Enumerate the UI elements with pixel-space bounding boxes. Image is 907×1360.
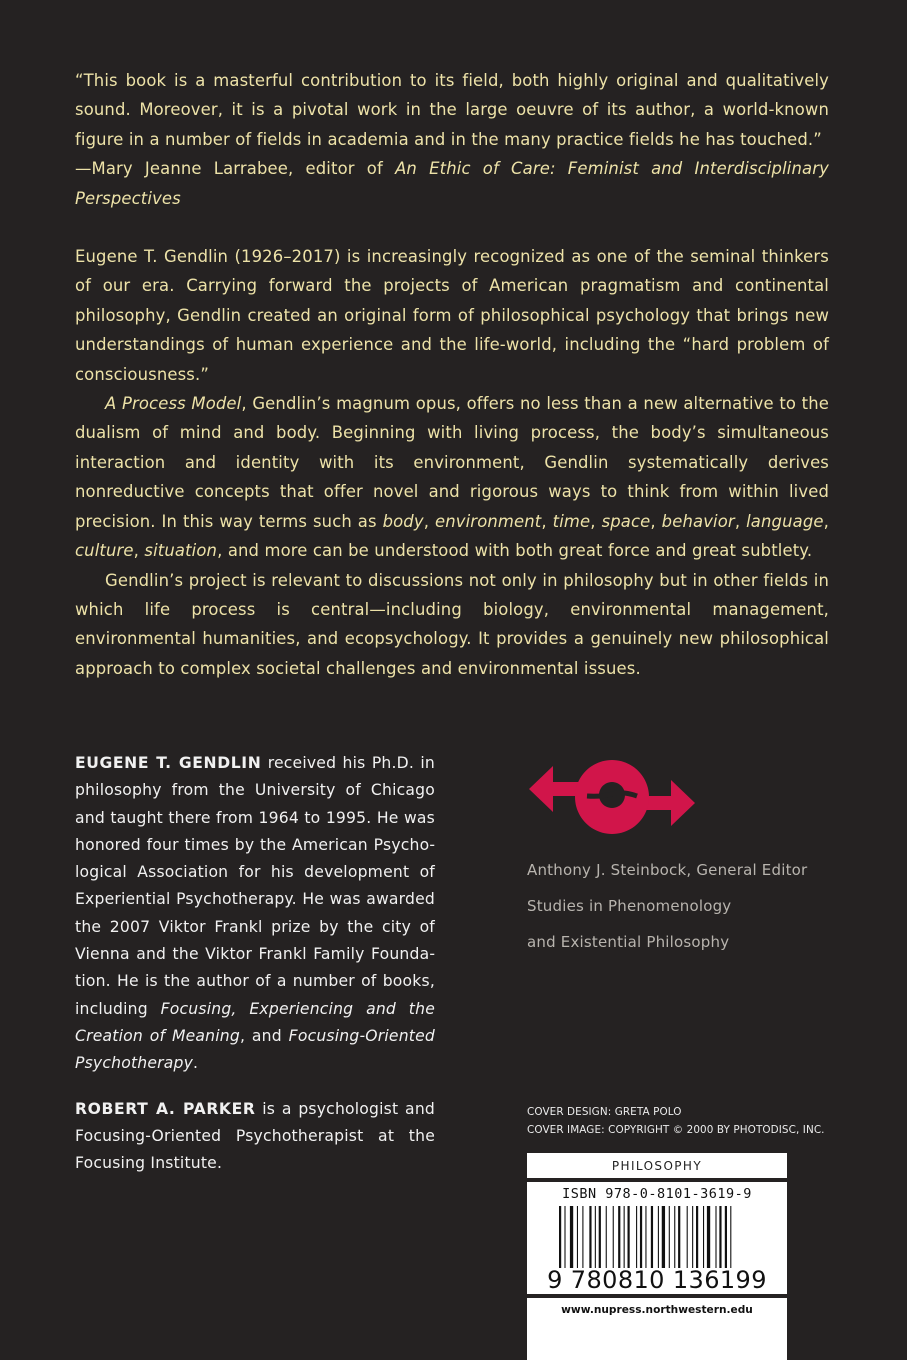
description-paragraph-3: Gendlin’s project is relevant to discussions not only in philosophy but in other fields in which life process is central—including biology, environmental management, environmental humanities, and ecopsychology. It provides a genuinely new philosophical approach to complex societal challenges and environmental issues. xyxy=(75,570,829,678)
editor-name: ROBERT A. PARKER xyxy=(75,1099,256,1118)
cover-image-credit: COVER IMAGE: COPYRIGHT © 2000 BY PHOTODISC, INC. xyxy=(527,1124,825,1136)
author-bios xyxy=(75,750,435,1177)
isbn-barcode-block xyxy=(527,1182,787,1294)
cover-design-credit: COVER DESIGN: GRETA POLO xyxy=(527,1106,682,1118)
series-name-line2: and Existential Philosophy xyxy=(527,933,730,951)
barcode-icon xyxy=(559,1206,755,1268)
editor-bio: ROBERT A. PARKER is a psychologist and Focusing-Oriented Psychotherapist at the Focusing Institute. xyxy=(75,1099,435,1173)
series-name-line1: Studies in Phenomenology xyxy=(527,897,732,915)
back-cover-blurb xyxy=(75,66,829,683)
category-label: PHILOSOPHY xyxy=(527,1153,787,1178)
endorsement-quote: “This book is a masterful contribution to its field, both highly original and qualitatively sound. Moreover, it is a pivotal work in the large oeuvre of its author, a world-known figure in a number of fields in academia and in the many practice fields he has touched.” —Mary Jeanne Larrabee, editor of An Ethic of Care: Feminist and Interdisciplinary Perspectives xyxy=(75,71,829,208)
cover-credits xyxy=(527,1103,847,1139)
barcode-digits: 9 780810 136199 xyxy=(547,1266,767,1294)
description-paragraph-2: A Process Model, Gendlin’s magnum opus, offers no less than a new alternative to the dualism of mind and body. Beginning with living process, the body’s simultaneous interaction and identity with its environment, Gendlin systematically derives nonreductive concepts that offer novel and rigorous ways to think from within lived precision. In this way terms such as body, environment, time, space, behavior, language, culture, situation, and more can be understood with both great force and great subtlety. xyxy=(75,394,830,561)
author-bio: EUGENE T. GENDLIN received his Ph.D. in philosophy from the University of Chicago and taught there from 1964 to 1995. He was honored four times by the American Psychological Association for his development of Experiential Psychotherapy. He was awarded the 2007 Viktor Frankl prize by the city of Vienna and the Viktor Frankl Family Foundation. He is the author of a number of books, including Focusing, Experiencing and the Creation of Meaning, and Focusing-Oriented Psychotherapy. xyxy=(75,754,435,1073)
isbn-text: ISBN 978-0-8101-3619-9 xyxy=(562,1186,752,1202)
series-editor: Anthony J. Steinbock, General Editor xyxy=(527,861,808,879)
series-info xyxy=(527,852,847,960)
quoted-book-title: An Ethic of Care: Feminist and Interdisciplinary Perspectives xyxy=(75,159,829,208)
author-name: EUGENE T. GENDLIN xyxy=(75,754,262,772)
series-logo-icon xyxy=(527,757,697,839)
publisher-website[interactable]: www.nupress.northwestern.edu xyxy=(527,1298,787,1360)
description-paragraph-1: Eugene T. Gendlin (1926–2017) is increasingly recognized as one of the seminal thinkers of our era. Carrying forward the projects of American pragmatism and continental philosophy, Gendlin created an original form of philosophical psychology that brings new understandings of human experience and the life-world, including the “hard problem of consciousness.” xyxy=(75,247,829,384)
